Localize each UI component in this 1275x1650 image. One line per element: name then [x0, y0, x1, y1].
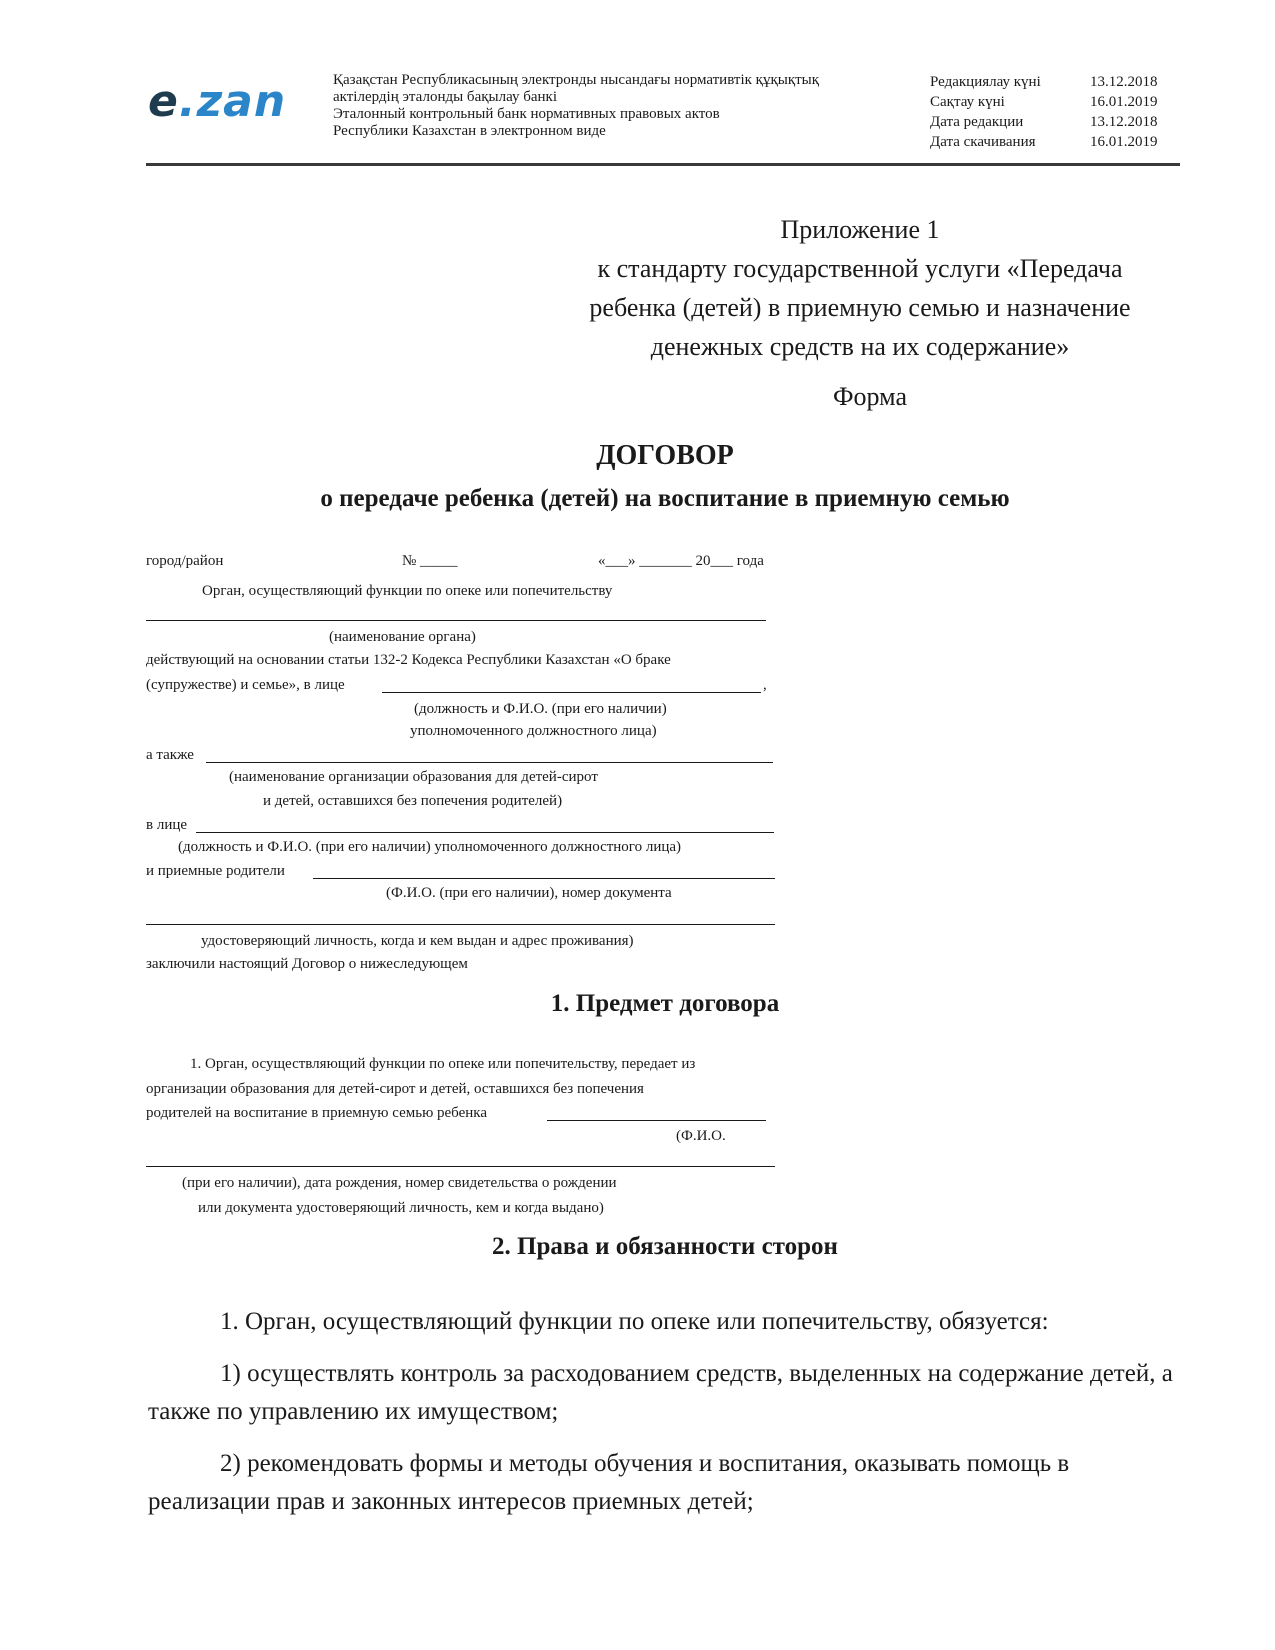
- paragraph: 1) осуществлять контроль за расходованием средств, выделенных на содержание детей, а также по управлению их имуществом;: [148, 1360, 1173, 1425]
- document-subtitle: о передаче ребенка (детей) на воспитание в приемную семью: [320, 485, 1010, 512]
- date-row: Сақтау күні 16.01.2019: [930, 94, 1158, 110]
- date-row: Дата скачивания 16.01.2019: [930, 134, 1158, 150]
- basis-line-suffix: ,: [763, 677, 767, 693]
- basis-line-prefix: (супружестве) и семье», в лице: [146, 677, 345, 693]
- section1-title: 1. Предмет договора: [550, 990, 780, 1017]
- section1-caption: (при его наличии), дата рождения, номер свидетельства о рождении: [182, 1175, 617, 1191]
- document-title: ДОГОВОР: [596, 440, 734, 471]
- contract-number: № _____: [402, 553, 458, 569]
- organ-label: Орган, осуществляющий функции по опеке или попечительству: [202, 583, 613, 599]
- official-blank: [382, 692, 761, 693]
- org-caption: и детей, оставшихся без попечения родителей): [263, 793, 563, 809]
- section1-line: 1. Орган, осуществляющий функции по опеке или попечительству, передает из: [190, 1056, 696, 1072]
- appendix-line: Приложение 1: [780, 215, 940, 244]
- date-row: Редакциялау күні 13.12.2018: [930, 74, 1158, 90]
- person-blank: [196, 832, 774, 833]
- header-line: Эталонный контрольный банк нормативных правовых актов: [333, 106, 720, 122]
- section2-body: [148, 1303, 1188, 1521]
- official-caption: (должность и Ф.И.О. (при его наличии): [414, 701, 667, 717]
- contract-date: «___» _______ 20___ года: [598, 553, 764, 569]
- header-line: Қазақстан Республикасының электронды нысандағы нормативтік құқықтық: [333, 72, 820, 88]
- ezan-logo: e.zan: [148, 76, 287, 127]
- header-line: актілердің эталонды бақылау банкі: [333, 89, 557, 105]
- form-label: Форма: [833, 382, 907, 411]
- identity-caption: удостоверяющий личность, когда и кем выдан и адрес проживания): [201, 933, 634, 949]
- identity-blank: [146, 924, 775, 925]
- parents-label: и приемные родители: [146, 863, 285, 879]
- parents-caption: (Ф.И.О. (при его наличии), номер документа: [386, 885, 672, 901]
- concluded-text: заключили настоящий Договор о нижеследующем: [146, 956, 468, 972]
- org-caption: (наименование организации образования для детей-сирот: [229, 769, 598, 785]
- caption-fio: (Ф.И.О.: [676, 1128, 726, 1144]
- section1-line: организации образования для детей-сирот и детей, оставшихся без попечения: [146, 1081, 644, 1097]
- appendix-line: к стандарту государственной услуги «Передача: [597, 254, 1123, 283]
- person-caption: (должность и Ф.И.О. (при его наличии) уполномоченного должностного лица): [178, 839, 682, 855]
- child-details-blank: [146, 1166, 775, 1167]
- date-row: Дата редакции 13.12.2018: [930, 114, 1158, 130]
- header-bank-name: [333, 72, 819, 140]
- basis-line: действующий на основании статьи 132-2 Кодекса Республики Казахстан «О браке: [146, 652, 671, 668]
- child-blank: [547, 1120, 766, 1121]
- parents-blank: [313, 878, 775, 879]
- section1-caption: или документа удостоверяющий личность, кем и когда выдано): [198, 1200, 604, 1216]
- also-label: а также: [146, 747, 194, 763]
- city-label: город/район: [146, 553, 224, 569]
- official-caption: уполномоченного должностного лица): [410, 723, 657, 739]
- org-blank: [206, 762, 773, 763]
- paragraph: 2) рекомендовать формы и методы обучения и воспитания, оказывать помощь в реализации прав и законных интересов приемных детей;: [148, 1450, 1070, 1515]
- header-divider: [146, 163, 1180, 166]
- paragraph: 1. Орган, осуществляющий функции по опеке или попечительству, обязуется:: [220, 1308, 1049, 1335]
- organ-blank: [146, 620, 766, 621]
- appendix-block: [540, 210, 1180, 366]
- section2-title: 2. Права и обязанности сторон: [492, 1233, 838, 1260]
- appendix-line: ребенка (детей) в приемную семью и назначение: [589, 293, 1131, 322]
- header-dates: [930, 72, 1180, 152]
- section1-line: родителей на воспитание в приемную семью ребенка: [146, 1105, 488, 1121]
- appendix-line: денежных средств на их содержание»: [650, 332, 1070, 361]
- header-line: Республики Казахстан в электронном виде: [333, 123, 606, 139]
- organ-caption: (наименование органа): [329, 629, 476, 645]
- person-label: в лице: [146, 817, 188, 833]
